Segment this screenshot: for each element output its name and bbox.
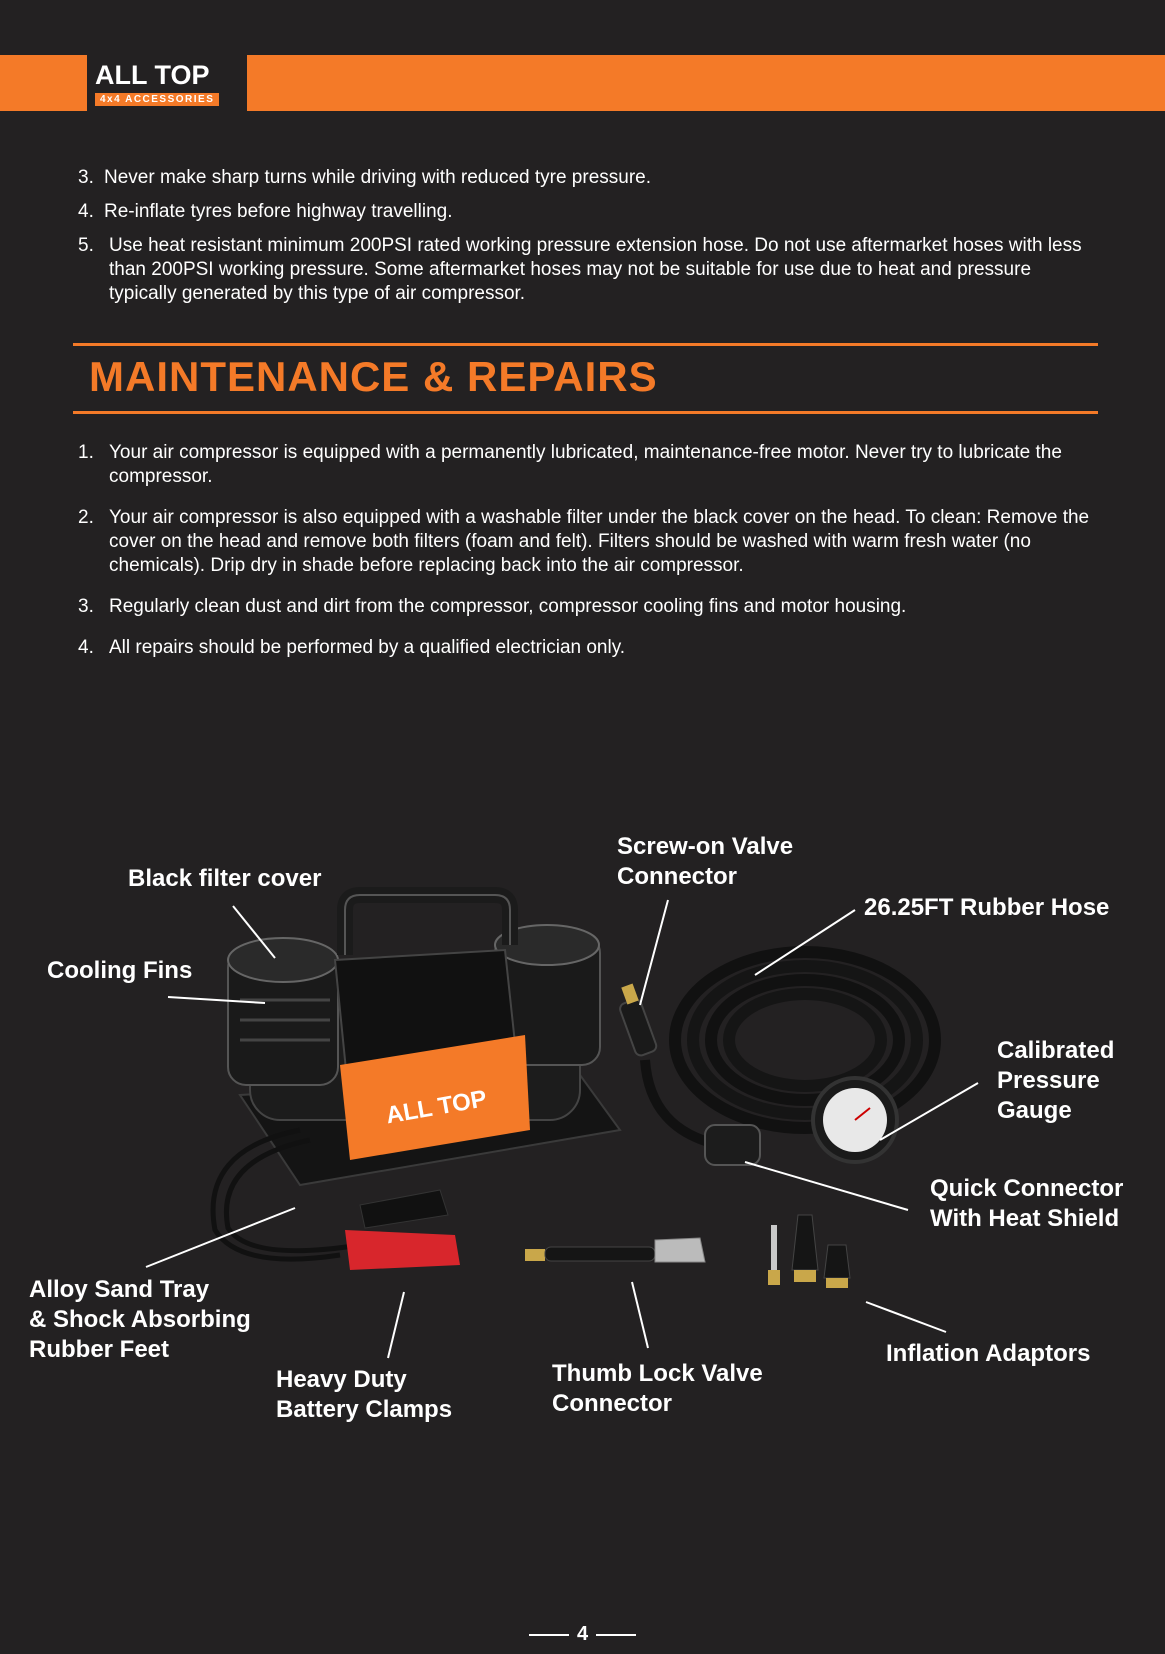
item-text: Regularly clean dust and dirt from the compressor, compressor cooling fins and motor housing. — [109, 596, 907, 617]
label-pressure-gauge: Calibrated Pressure Gauge — [997, 1037, 1115, 1124]
page-number-value: 4 — [576, 1623, 589, 1645]
item-text: Your air compressor is also equipped with a washable filter under the black cover on the head. To clean: Remove the cover on the head and remove both filters (foam and felt). Filters should be washed with warm fresh water (no chemicals). Drip dry in shade before replacing back into the air compressor. — [109, 507, 1090, 576]
item-number: 4. — [78, 637, 94, 658]
item-text: Never make sharp turns while driving with reduced tyre pressure. — [104, 167, 652, 188]
label-thumb-lock: Thumb Lock Valve Connector — [552, 1360, 763, 1417]
page-number-dash-left — [529, 1634, 569, 1636]
label-battery-clamps: Heavy Duty Battery Clamps — [276, 1366, 453, 1423]
item-number: 1. — [78, 442, 94, 463]
label-quick-connector: Quick Connector With Heat Shield — [930, 1175, 1124, 1232]
label-alloy-sand-tray: Alloy Sand Tray & Shock Absorbing Rubber Feet — [29, 1276, 251, 1363]
air-compressor-image — [213, 895, 620, 1270]
item-number: 3. — [78, 167, 94, 188]
compressor-badge-text: ALL TOP — [383, 1085, 489, 1130]
item-number: 4. — [78, 201, 94, 222]
page-number-dash-right — [596, 1634, 636, 1636]
item-text: Your air compressor is equipped with a permanently lubricated, maintenance-free motor. Never try to lubricate the compressor. — [109, 442, 1062, 487]
item-text: Re-inflate tyres before highway travelling. — [104, 201, 453, 222]
hose-image — [618, 952, 935, 1165]
thumb-lock-image — [525, 1238, 705, 1262]
label-black-filter-cover: Black filter cover — [128, 865, 322, 892]
label-inflation-adaptors: Inflation Adaptors — [886, 1340, 1091, 1367]
item-text: All repairs should be performed by a qualified electrician only. — [109, 637, 626, 658]
section-heading: MAINTENANCE & REPAIRS — [89, 353, 658, 400]
item-number: 2. — [78, 507, 94, 528]
logo-tagline: 4x4 ACCESSORIES — [95, 93, 219, 106]
label-screw-on-valve: Screw-on Valve Connector — [617, 833, 794, 890]
label-cooling-fins: Cooling Fins — [47, 957, 193, 984]
item-number: 5. — [78, 235, 94, 256]
inflation-adaptors-image — [768, 1215, 850, 1288]
page-number — [0, 1622, 1165, 1646]
label-rubber-hose: 26.25FT Rubber Hose — [864, 894, 1110, 921]
item-text: Use heat resistant minimum 200PSI rated working pressure extension hose. Do not use aftermarket hoses with less than 200PSI working pressure. Some aftermarket hoses may not be suitable for use due to heat and pressure typically generated by this type of air compressor. — [109, 235, 1082, 304]
logo-wordmark: ALL TOP — [95, 60, 210, 90]
item-number: 3. — [78, 596, 94, 617]
